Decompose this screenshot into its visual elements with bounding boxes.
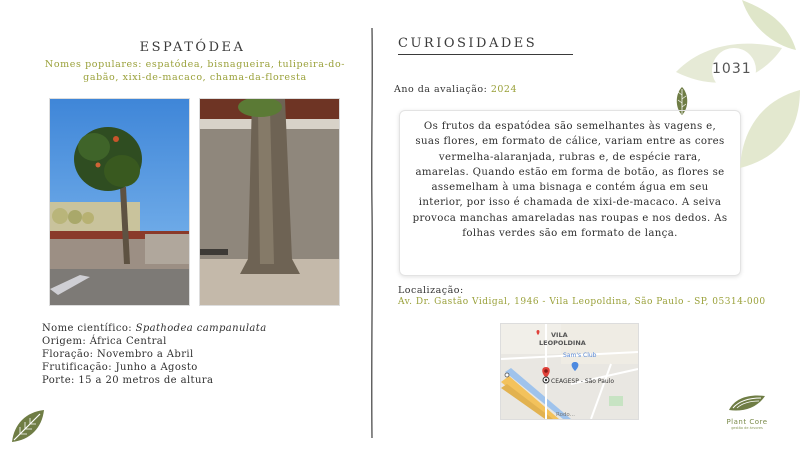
map-district-label-2: LEOPOLDINA [539,339,586,347]
leaf-icon [8,406,48,446]
map-district-label-1: VILA [551,331,568,339]
fruiting-row: Frutificação: Junho a Agosto [42,362,198,373]
tree-photo-wide [49,98,190,306]
location-map[interactable] [500,323,639,420]
size-row: Porte: 15 a 20 metros de altura [42,375,214,386]
year-value: 2024 [490,84,518,95]
year-label: Ano da avaliação: [394,84,491,95]
brand-logo [712,392,782,430]
popular-names: Nomes populares: espatódea, bisnagueira, tulipeira-do-gabão, xixi-de-macaco, chama-da-floresta [44,59,346,83]
decorative-leaves [672,0,800,180]
scientific-name-label: Nome científico: [42,323,136,334]
tree-photo-trunk [199,98,340,306]
location-dot-icon [505,373,509,377]
scientific-name-row [42,322,267,335]
brand-name: Plant Core [726,418,768,426]
origin-row: Origem: África Central [42,336,167,347]
map-store-label: Sam's Club [563,352,597,359]
location-dot-icon [543,377,549,383]
tree-number: 1031 [712,61,752,77]
species-facts [42,322,267,387]
location-address[interactable]: Av. Dr. Gastão Vidigal, 1946 - Vila Leopoldina, São Paulo - SP, 05314-000 [398,297,766,307]
location-label: Localização: [398,285,464,296]
curiosities-text-card: Os frutos da espatódea são semelhantes às vagens e, suas flores, em formato de cálice, variam entre as cores vermelha-alaranjada, rubras e, de espécie rara, amarelas. Quando estão em forma de botão, as flores se assemelham à uma bisnaga e contém água em seu interior, por isso é chamada de xixi-de-macaco. A seiva provoca manchas amareladas nas roupas e nos dedos. As folhas verdes são em formato de lança. [399,110,741,276]
curiosities-underline [398,54,573,55]
brand-tagline: gestão de árvores [731,426,763,430]
curiosities-title: CURIOSIDADES [398,36,538,51]
plant-core-logo [727,392,767,414]
map-road-label: Rodo... [556,412,575,418]
map-place-label: CEAGESP - São Paulo [551,378,615,385]
evaluation-year [394,84,517,95]
column-divider [370,28,374,438]
species-title: ESPATÓDEA [139,40,246,55]
flowering-row: Floração: Novembro a Abril [42,349,194,360]
scientific-name-value: Spathodea campanulata [135,323,267,334]
